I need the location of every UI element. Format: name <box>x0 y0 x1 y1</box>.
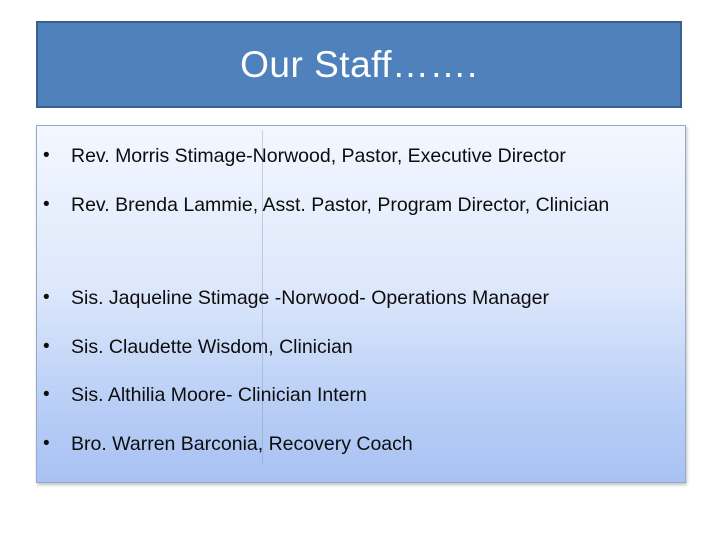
content-panel <box>36 125 686 483</box>
bullet-icon: • <box>43 336 50 357</box>
slide-title: Our Staff……. <box>240 43 478 85</box>
bullet-icon: • <box>43 384 50 405</box>
staff-entry: Sis. Jaqueline Stimage -Norwood- Operations Manager <box>71 287 549 309</box>
staff-entry: Bro. Warren Barconia, Recovery Coach <box>71 433 413 455</box>
bullet-icon: • <box>43 145 50 166</box>
bullet-icon: • <box>43 194 50 215</box>
bullet-icon: • <box>43 433 50 454</box>
staff-entry: Sis. Claudette Wisdom, Clinician <box>71 336 353 358</box>
staff-entry: Rev. Brenda Lammie, Asst. Pastor, Program Director, Clinician <box>71 194 610 216</box>
staff-entry: Rev. Morris Stimage-Norwood, Pastor, Executive Director <box>71 145 566 167</box>
bullet-icon: • <box>43 287 50 308</box>
staff-entry: Sis. Althilia Moore- Clinician Intern <box>71 384 367 406</box>
title-banner <box>36 21 682 108</box>
